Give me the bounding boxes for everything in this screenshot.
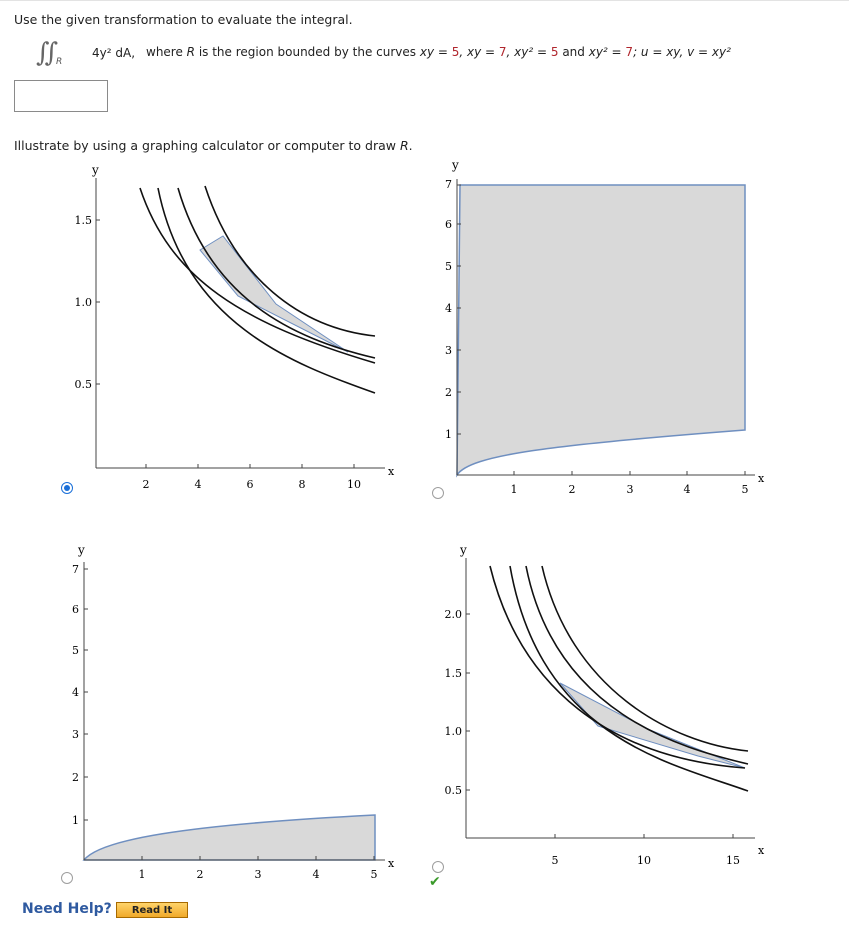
question-prompt: Use the given transformation to evaluate the integral. <box>14 12 353 27</box>
y-tick-label: 1.5 <box>74 214 92 227</box>
x-tick-label: 1 <box>510 483 518 496</box>
option-radio-4[interactable] <box>432 861 444 873</box>
integrand: 4y² dA, <box>92 46 136 60</box>
y-tick-label: 6 <box>445 218 452 231</box>
need-help-label: Need Help? <box>22 901 112 917</box>
y-tick-label: 4 <box>445 302 452 315</box>
x-tick-label: 10 <box>347 478 361 491</box>
region-shaded <box>84 815 375 860</box>
double-integral-sign: ∬ <box>36 38 53 68</box>
x-tick-label: 5 <box>551 854 559 867</box>
y-axis-label: y <box>460 543 467 557</box>
option-radio-3[interactable] <box>61 872 73 884</box>
x-tick-label: 3 <box>626 483 634 496</box>
curve-xy2-7 <box>178 188 375 358</box>
x-axis-label: x <box>758 472 765 485</box>
x-tick-label: 2 <box>142 478 150 491</box>
y-tick-label: 1 <box>445 428 452 441</box>
region-description: where R is the region bounded by the curves xy = 5, xy = 7, xy² = 5 and xy² = 7; u = xy, v = xy² <box>146 45 731 59</box>
x-axis-label: x <box>758 844 765 857</box>
x-tick-label: 4 <box>312 868 320 881</box>
x-axis-label: x <box>388 857 395 870</box>
x-tick-label: 1 <box>138 868 146 881</box>
x-tick-label: 5 <box>370 868 378 881</box>
y-tick-label: 4 <box>72 686 79 699</box>
x-tick-label: 10 <box>637 854 651 867</box>
y-tick-label: 1.0 <box>74 296 92 309</box>
y-tick-label: 6 <box>72 603 79 616</box>
x-tick-label: 15 <box>726 854 740 867</box>
y-tick-label: 1 <box>72 814 79 827</box>
x-tick-label: 2 <box>196 868 204 881</box>
y-tick-label: 3 <box>445 344 452 357</box>
y-tick-label: 2.0 <box>444 608 462 621</box>
y-tick-label: 0.5 <box>74 378 92 391</box>
y-axis-label: y <box>452 158 459 172</box>
integral-region-subscript: R <box>56 57 63 67</box>
y-tick-label: 7 <box>72 563 79 576</box>
y-tick-label: 2 <box>72 771 79 784</box>
x-tick-label: 8 <box>298 478 306 491</box>
x-tick-label: 2 <box>568 483 576 496</box>
top-divider <box>0 0 849 7</box>
x-tick-label: 5 <box>741 483 749 496</box>
graph-option-3[interactable] <box>60 540 400 885</box>
region-shaded <box>457 185 745 475</box>
graph-option-2[interactable] <box>430 155 770 500</box>
option-radio-2[interactable] <box>432 487 444 499</box>
y-axis-label: y <box>92 163 99 177</box>
curve-xy2-5 <box>158 188 375 393</box>
read-it-button[interactable]: Read It <box>116 902 188 918</box>
x-tick-label: 6 <box>246 478 254 491</box>
x-axis-label: x <box>388 465 395 478</box>
y-tick-label: 1.5 <box>444 667 462 680</box>
y-tick-label: 7 <box>445 178 452 191</box>
x-tick-label: 3 <box>254 868 262 881</box>
y-tick-label: 0.5 <box>444 784 462 797</box>
curve-xy-5 <box>490 566 745 768</box>
y-axis-label: y <box>78 543 85 557</box>
option-radio-1[interactable] <box>61 482 73 494</box>
x-tick-label: 4 <box>683 483 691 496</box>
curve-xy-5 <box>140 188 375 363</box>
graph-option-4[interactable] <box>430 538 770 873</box>
y-tick-label: 5 <box>445 260 452 273</box>
x-tick-label: 4 <box>194 478 202 491</box>
y-tick-label: 1.0 <box>444 725 462 738</box>
y-tick-label: 3 <box>72 728 79 741</box>
graph-option-1[interactable] <box>60 158 400 498</box>
curve-xy-7 <box>542 566 748 751</box>
y-tick-label: 5 <box>72 644 79 657</box>
y-tick-label: 2 <box>445 386 452 399</box>
correct-check-icon: ✔ <box>429 874 441 890</box>
illustrate-instruction: Illustrate by using a graphing calculator or computer to draw R. <box>14 138 413 153</box>
answer-input[interactable] <box>14 80 108 112</box>
